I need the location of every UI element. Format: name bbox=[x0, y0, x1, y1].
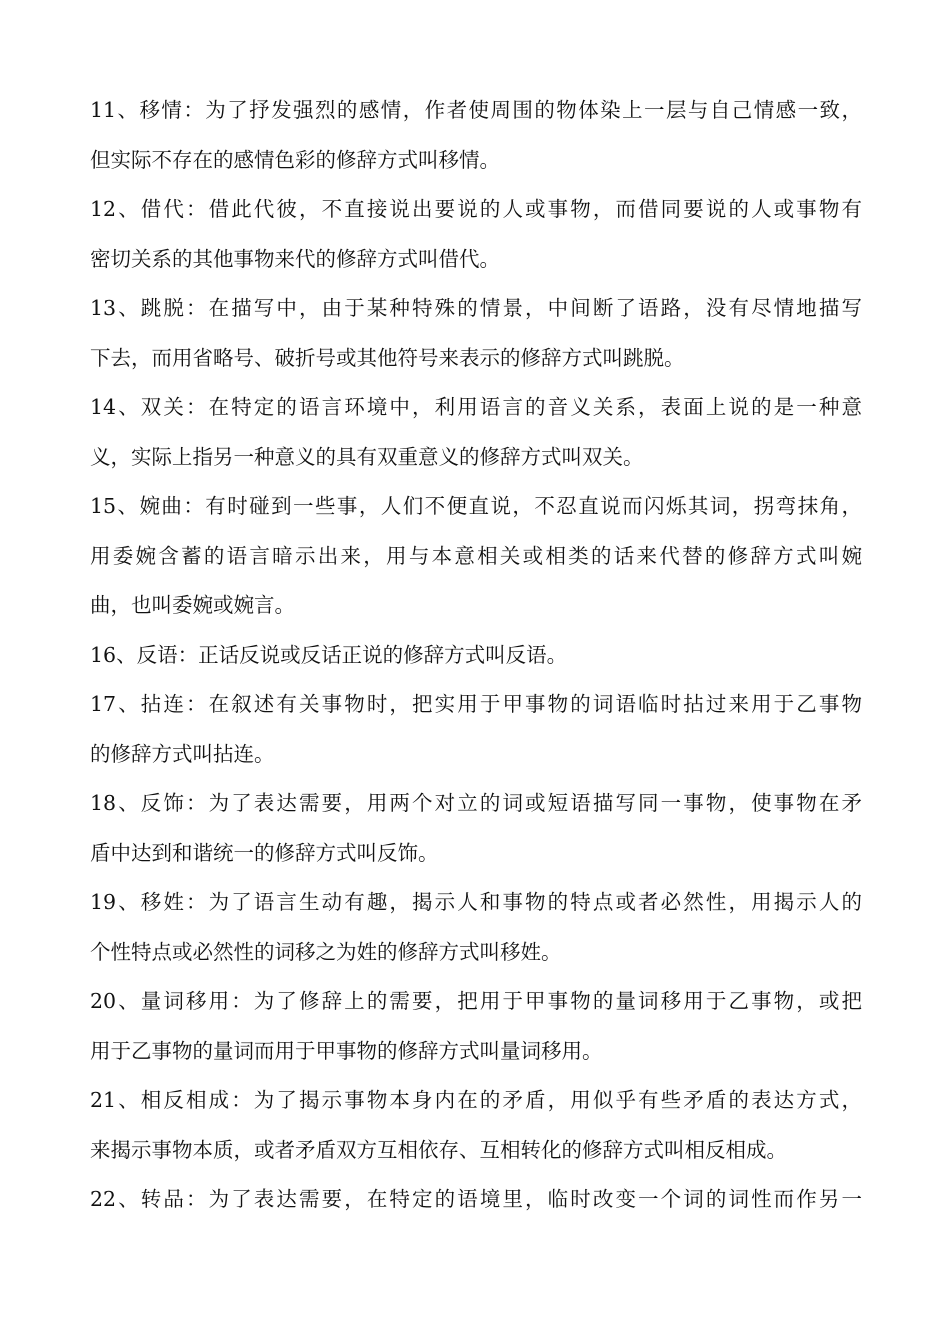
text-line: 个性特点或必然性的词移之为姓的修辞方式叫移姓。 bbox=[90, 939, 562, 964]
text-line: 15、婉曲：有时碰到一些事，人们不便直说，不忍直说而闪烁其词，拐弯抹角， bbox=[90, 494, 862, 518]
text-line: 22、转品：为了表达需要，在特定的语境里，临时改变一个词的词性而作另一 bbox=[90, 1187, 862, 1211]
text-line: 盾中达到和谐统一的修辞方式叫反饰。 bbox=[90, 840, 439, 865]
text-line: 16、反语：正话反说或反话正说的修辞方式叫反语。 bbox=[90, 642, 568, 667]
text-line: 21、相反相成：为了揭示事物本身内在的矛盾，用似乎有些矛盾的表达方式， bbox=[90, 1088, 862, 1112]
text-line: 12、借代：借此代彼，不直接说出要说的人或事物，而借同要说的人或事物有 bbox=[90, 197, 862, 221]
text-line: 曲，也叫委婉或婉言。 bbox=[90, 593, 295, 617]
text-line: 11、移情：为了抒发强烈的感情，作者使周围的物体染上一层与自己情感一致， bbox=[90, 98, 862, 122]
text-line: 但实际不存在的感情色彩的修辞方式叫移情。 bbox=[90, 147, 500, 172]
text-line: 的修辞方式叫拈连。 bbox=[90, 741, 275, 766]
text-line: 17、拈连：在叙述有关事物时，把实用于甲事物的词语临时拈过来用于乙事物 bbox=[90, 692, 862, 716]
text-line: 13、跳脱：在描写中，由于某种特殊的情景，中间断了语路，没有尽情地描写 bbox=[90, 296, 862, 320]
text-line: 20、量词移用：为了修辞上的需要，把用于甲事物的量词移用于乙事物，或把 bbox=[90, 989, 862, 1013]
text-line: 密切关系的其他事物来代的修辞方式叫借代。 bbox=[90, 246, 500, 271]
text-line: 义，实际上指另一种意义的具有双重意义的修辞方式叫双关。 bbox=[90, 444, 644, 469]
text-line: 用委婉含蓄的语言暗示出来，用与本意相关或相类的话来代替的修辞方式叫婉 bbox=[90, 543, 862, 568]
text-line: 来揭示事物本质，或者矛盾双方互相依存、互相转化的修辞方式叫相反相成。 bbox=[90, 1137, 787, 1162]
text-line: 19、移姓：为了语言生动有趣，揭示人和事物的特点或者必然性，用揭示人的 bbox=[90, 890, 862, 914]
document-body bbox=[90, 86, 862, 1225]
text-line: 14、双关：在特定的语言环境中，利用语言的音义关系，表面上说的是一种意 bbox=[90, 395, 862, 419]
text-line: 用于乙事物的量词而用于甲事物的修辞方式叫量词移用。 bbox=[90, 1038, 603, 1063]
text-line: 下去，而用省略号、破折号或其他符号来表示的修辞方式叫跳脱。 bbox=[90, 345, 685, 370]
text-line: 18、反饰：为了表达需要，用两个对立的词或短语描写同一事物，使事物在矛 bbox=[90, 791, 862, 815]
